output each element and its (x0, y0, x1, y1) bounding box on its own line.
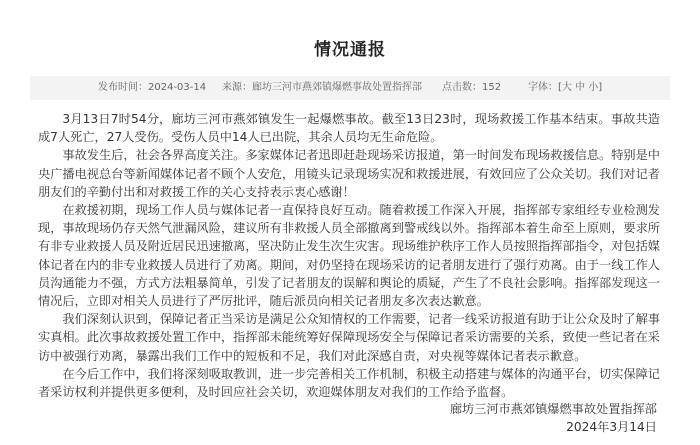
view-count-value: 152 (482, 82, 502, 93)
paragraph-3: 在救援初期，现场工作人员与媒体记者一直保持良好互动。随着救援工作深入开展，指挥部专家组经专业检测发现，事故现场仍存天然气泄漏风险，建议所有非救援人员全部撤离到警戒线以外。指挥部本着生命至上原则，要求所有非专业救援人员及附近居民迅速撤离，坚决防止发生次生灾害。现场维护秩序工作人员按照指挥部指令，对包括媒体记者在内的非专业救援人员进行了劝离。期间，对仍坚持在现场采访的记者朋友进行了强行劝离。由于一线工作人员沟通能力不强，方式方法粗暴简单，引发了记者朋友的误解和舆论的质疑，产生了不良社会影响。指挥部发现这一情况后，立即对相关人员进行了严厉批评，随后派员向相关记者朋友多次表达歉意。 (38, 203, 660, 309)
article-body (38, 110, 660, 401)
font-size-label: 字体： (528, 82, 558, 93)
source-value: 廊坊三河市燕郊镇爆燃事故处置指挥部 (252, 82, 422, 93)
view-count-label: 点击数： (442, 82, 482, 93)
paragraph-4: 我们深刻认识到，保障记者正当采访是满足公众知情权的工作需要，记者一线采访报道有助于让公众及时了解事实真相。此次事故救援处置工作中，指挥部未能统筹好保障现场安全与保障记者采访需要的关系，致使一些记者在采访中被强行劝离，暴露出我们工作中的短板和不足，我们对此深感自责，对央视等媒体记者表示歉意。 (38, 312, 660, 363)
signature-date: 2024年3月14日 (566, 420, 657, 435)
font-bracket-open: [ (558, 82, 562, 93)
publish-time-value: 2024-03-14 (148, 82, 207, 93)
font-large-button[interactable]: 大 (561, 82, 572, 93)
paragraph-5: 在今后工作中，我们将深刻吸取教训，进一步完善相关工作机制，积极主动搭建与媒体的沟通平台，切实保障记者采访权利并提供更多便利，及时回应社会关切，欢迎媒体朋友对我们的工作给予监督。 (38, 366, 660, 400)
source (222, 76, 422, 100)
font-size-controls (528, 76, 602, 100)
page-title: 情况通报 (314, 40, 386, 60)
signature-org: 廊坊三河市燕郊镇爆燃事故处置指挥部 (449, 402, 657, 416)
paragraph-2: 事故发生后，社会各界高度关注。多家媒体记者迅即赶赴现场采访报道，第一时间发布现场救援信息。特别是中央广播电视总台等新闻媒体记者不顾个人安危，用镜头记录现场实况和救援进展，有效回应了公众关切。我们对记者朋友们的辛勤付出和对救援工作的关心支持表示衷心感谢！ (38, 148, 660, 199)
font-small-button[interactable]: 小 (588, 82, 599, 93)
font-bracket-close: ] (598, 82, 603, 93)
view-count (442, 76, 501, 100)
article-meta-bar (30, 76, 670, 100)
source-label: 来源： (222, 82, 252, 93)
publish-time-label: 发布时间： (98, 82, 148, 93)
publish-time (98, 76, 206, 100)
signature-block (450, 400, 657, 437)
font-medium-button[interactable]: 中 (575, 82, 586, 93)
paragraph-1: 3月13日7时54分，廊坊三河市燕郊镇发生一起爆燃事故。截至13日23时，现场救援工作基本结束。事故共造成7人死亡，27人受伤。受伤人员中14人已出院，其余人员均无生命危险。 (38, 112, 660, 145)
